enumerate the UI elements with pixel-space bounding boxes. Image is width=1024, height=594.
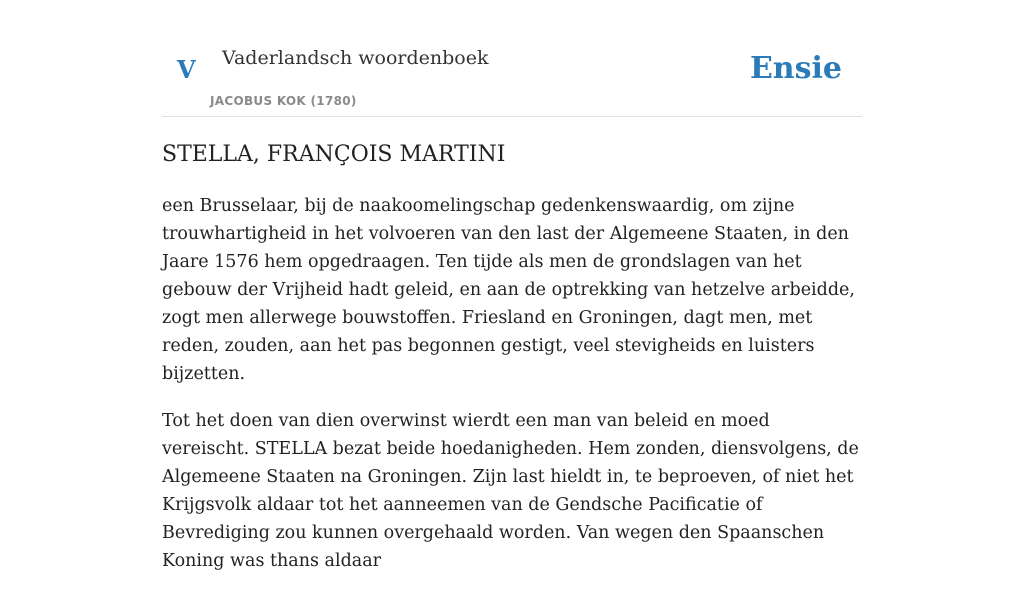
- entry-body: [162, 192, 862, 594]
- ensie-logo-link[interactable]: Ensie: [749, 51, 842, 86]
- book-title[interactable]: Vaderlandsch woordenboek: [222, 47, 489, 69]
- book-author[interactable]: JACOBUS KOK (1780): [210, 94, 357, 108]
- entry-paragraph: Tot het doen van dien overwinst wierdt een man van beleid en moed vereischt. STELLA bezat beide hoedanigheden. Hem zonden, diensvolgens, de Algemeene Staaten na Groningen. Zijn last hieldt in, te beproeven, of niet het Krijgsvolk aldaar tot het aanneemen van de Gendsche Pacificatie of Bevrediging zou kunnen overgehaald worden. Van wegen den Spaanschen Koning was thans aldaar: [162, 411, 859, 571]
- entry-paragraph: een Brusselaar, bij de naakoomelingschap gedenkenswaardig, om zijne trouwhartigheid in het volvoeren van den last der Algemeene Staaten, in den Jaare 1576 hem opgedraagen. Ten tijde als men de grondslagen van het gebouw der Vrijheid hadt geleid, en aan de optrekking van hetzelve arbeidde, zogt men allerwege bouwstoffen. Friesland en Groningen, dagt men, met reden, zouden, aan het pas begonnen gestigt, veel stevigheids en luisters bijzetten.: [162, 196, 855, 384]
- book-header: [162, 0, 862, 117]
- entry-title: STELLA, FRANÇOIS MARTINI: [162, 142, 506, 167]
- book-letter-badge[interactable]: V: [177, 55, 196, 84]
